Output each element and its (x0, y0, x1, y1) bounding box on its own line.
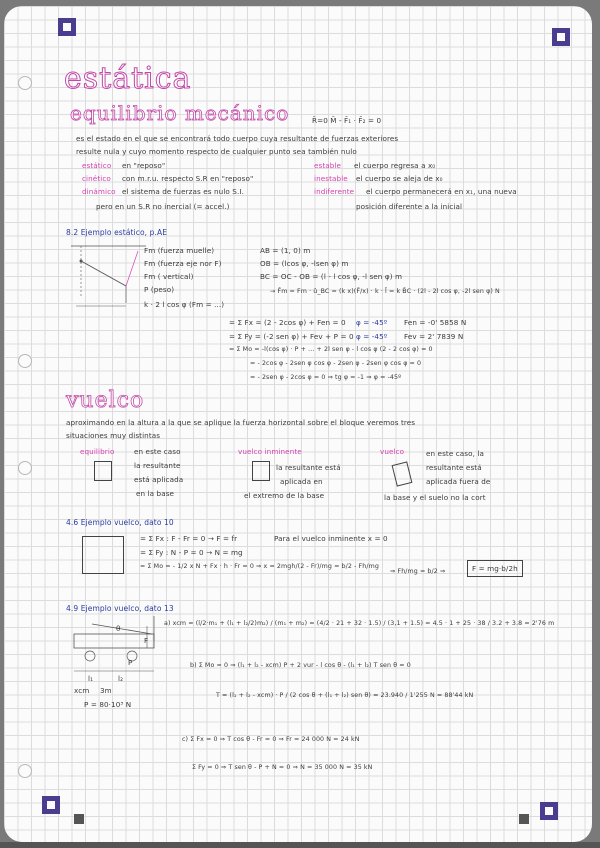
example2-eq: = Σ Fx : F - Fr = 0 → F = fr (140, 534, 238, 543)
force-label: P (peso) (144, 285, 175, 294)
page-shadow (0, 842, 600, 848)
case-text: aplicada en (280, 477, 323, 486)
type-text: el cuerpo regresa a x₀ (354, 161, 436, 170)
figure-label: θ (116, 624, 121, 633)
intro-line: es el estado en el que se encontrará todo cuerpo cuya resultante de fuerzas exteriores (76, 134, 399, 143)
equilibrium-condition: R̄=0 M̄ - F̄₁ · F̄₂ = 0 (312, 116, 382, 125)
intro-line: resulte nula y cuyo momento respecto de cualquier punto sea también nulo (76, 147, 357, 156)
vuelco-text: aproximando en la altura a la que se aplique la fuerza horizontal sobre el bloque veremos tres (66, 418, 416, 427)
vuelco-text: situaciones muy distintas (66, 431, 161, 440)
side-note: φ = -45º (356, 318, 388, 327)
example-heading: 4.6 Ejemplo vuelco, dato 10 (66, 518, 174, 527)
corner-square (519, 814, 529, 824)
equilibrium-eq: = - 2sen φ - 2cos φ = 0 ⇒ tg φ = -1 ⇒ φ = -45º (250, 374, 402, 381)
case-text: en la base (136, 489, 175, 498)
type-term: dinámico (82, 187, 116, 196)
type-text: posición diferente a la inicial (356, 202, 463, 211)
equilibrium-eq: = - 2cos φ - 2sen φ cos φ - 2sen φ - 2sen φ cos φ = 0 (250, 360, 422, 367)
type-term: inestable (314, 174, 348, 183)
example2-eq: ⇒ Fh/mg = b/2 ⇒ (390, 568, 446, 575)
figure-label: P = 80·10³ N (84, 700, 132, 709)
case-text: la base y el suelo no la cort (384, 493, 486, 502)
example3-line: Σ Fy = 0 ⇒ T sen θ - P + N = 0 ⇒ N = 35 000 N = 35 kN (192, 764, 373, 771)
page-title: estática (64, 61, 192, 96)
result: Fev = 2' 7839 N (404, 332, 464, 341)
corner-square (74, 814, 84, 824)
crane-figure (72, 616, 172, 696)
type-text: el sistema de fuerzas es nulo S.I. (122, 187, 244, 196)
figure-label: P (128, 658, 133, 667)
figure-label: 3m (100, 686, 112, 695)
binder-hole (18, 764, 32, 778)
case-text: el extremo de la base (244, 491, 325, 500)
case-name: equilibrio (80, 447, 115, 456)
type-text: el cuerpo se aleja de x₀ (356, 174, 443, 183)
equilibrium-eq: = Σ Mo = -l(cos φ) · P + ... + 2l sen φ - l cos φ (2 - 2 cos φ) = 0 (229, 346, 433, 353)
binder-hole (18, 76, 32, 90)
example2-eq: = Σ Mo = - 1/2 x N + Fx · h · Fr = 0 ⇒ x = 2mgh/(2 - Fr)/mg = b/2 - Fh/mg (140, 563, 379, 570)
example-heading: 4.9 Ejemplo vuelco, dato 13 (66, 604, 174, 613)
corner-marker-top-left (58, 18, 76, 36)
example3-line: T = (l₁ + l₂ - xcm) · P / (2 cos θ + (l₁ + l₂) sen θ) = 23.940 / 1'255 N = 88'44 kN (216, 692, 474, 699)
example1-figure (66, 241, 156, 311)
corner-marker-bottom-left (42, 796, 60, 814)
type-term: cinético (82, 174, 111, 183)
force-label: Fm (fuerza muelle) (144, 246, 215, 255)
figure-label: l₂ (118, 674, 124, 683)
case-text: en este caso, la (426, 449, 485, 458)
binder-hole (18, 354, 32, 368)
example-heading: 8.2 Ejemplo estático, p.AE (66, 228, 168, 237)
case-text: la resultante está (276, 463, 341, 472)
example3-line: c) Σ Fx = 0 ⇒ T cos θ - Fr = 0 ⇒ Fr = 24 000 N = 24 kN (182, 736, 360, 743)
case-name: vuelco (380, 447, 405, 456)
case-text: aplicada fuera de (426, 477, 491, 486)
vector-eq: OB = (lcos φ, -lsen φ) m (260, 259, 349, 268)
vector-eq: → F̄m = Fm · û_BC = (k x)(F̄/x) · k · l̄ = k B̄C · (2l - 2l cos φ, -2l sen φ) N (270, 288, 500, 295)
case-text: está aplicada (134, 475, 184, 484)
case-text: la resultante (134, 461, 181, 470)
section-subtitle: equilibrio mecánico (70, 101, 290, 125)
type-term: estático (82, 161, 112, 170)
case-text: en este caso (134, 447, 181, 456)
corner-marker-top-right (552, 28, 570, 46)
type-text: pero en un S.R no inercial (= accel.) (96, 202, 230, 211)
equilibrium-eq: = Σ Fy = (-2 sen φ) + Fev + P = 0 (229, 332, 354, 341)
force-label: Fm ( vertical) (144, 272, 194, 281)
figure-label: F (144, 636, 149, 645)
equilibrium-eq: = Σ Fx = (2 - 2cos φ) + Fen = 0 (229, 318, 346, 327)
binder-hole (18, 461, 32, 475)
type-text: el cuerpo permanecerá en x₁, una nueva (366, 187, 517, 196)
notebook-page (4, 6, 592, 842)
block-figure (252, 461, 270, 481)
type-term: estable (314, 161, 342, 170)
example2-eq: = Σ Fy : N - P = 0 → N = mg (140, 548, 243, 557)
example2-result: F = mg·b/2h (467, 560, 523, 577)
block-figure (82, 536, 124, 574)
example2-note: Para el vuelco inminente x = 0 (274, 534, 388, 543)
type-text: con m.r.u. respecto S.R en "reposo" (122, 174, 254, 183)
force-label: Fm (fuerza eje nor F) (144, 259, 222, 268)
result: Fen = -0' 5858 N (404, 318, 467, 327)
case-name: vuelco inminente (238, 447, 302, 456)
side-note: φ = -45º (356, 332, 388, 341)
vector-eq: BC = OC - OB = (l - l cos φ, -l sen φ) m (260, 272, 403, 281)
type-text: en "reposo" (122, 161, 166, 170)
type-term: indiferente (314, 187, 355, 196)
case-text: resultante está (426, 463, 482, 472)
corner-marker-bottom-right (540, 802, 558, 820)
figure-label: xcm (74, 686, 90, 695)
force-label: k · 2 l cos φ (Fm = ...) (144, 300, 225, 309)
section-title: vuelco (66, 388, 145, 413)
block-figure (392, 461, 413, 486)
block-figure (94, 461, 112, 481)
vector-eq: AB = (1, 0) m (260, 246, 311, 255)
figure-label: l₁ (88, 674, 94, 683)
example3-line: b) Σ Mo = 0 ⇒ (l₁ + l₂ - xcm) P + 2 vur - l cos θ - (l₁ + l₂) T sen θ = 0 (190, 662, 411, 669)
example3-line: a) xcm = (l/2·m₁ + (l₁ + l₂/2)m₂) / (m₁ + m₂) = (4/2 · 21 + 32 · 1.5) / (3,1 + 1.5) = 4.5 · 1 + 25 · 38 / 3.2 + 3.8 = 2'76 m (164, 620, 555, 627)
